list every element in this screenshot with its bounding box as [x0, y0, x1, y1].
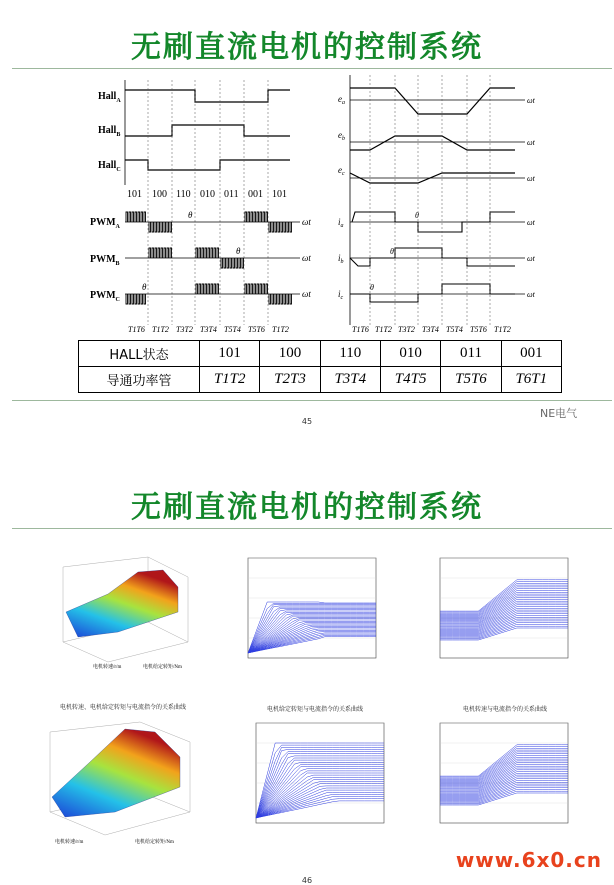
svg-text:T5T4: T5T4	[446, 325, 463, 334]
slide-gap	[0, 440, 614, 452]
site-watermark: www.6x0.cn	[455, 848, 602, 872]
pwm-pulse	[269, 294, 292, 304]
table-cell: T5T6	[441, 367, 501, 393]
svg-text:PWMC: $PWM_C$	[90, 290, 120, 303]
pwm-pulse	[149, 222, 172, 232]
svg-text:T3T2: T3T2	[398, 325, 415, 334]
page-number: 45	[301, 417, 313, 426]
svg-text:T1T6: T1T6	[128, 325, 145, 334]
page-number: 46	[301, 876, 313, 885]
svg-text:ωt: ωt	[302, 289, 311, 299]
svg-text:HallC: Hall$_C$	[98, 160, 121, 173]
table-cell: T6T1	[501, 367, 561, 393]
pwm-pulse	[245, 212, 268, 222]
current-speed-plot-top	[424, 552, 574, 680]
svg-text:ωt: ωt	[527, 218, 535, 227]
svg-text:电机转速/r/m: 电机转速/r/m	[93, 665, 122, 670]
svg-text:ia: $i_a$	[338, 217, 344, 229]
hall-state-row	[127, 189, 287, 200]
table-cell: 011	[441, 341, 501, 367]
svg-text:ωt: ωt	[527, 174, 535, 183]
pwm-pulse	[126, 294, 146, 304]
svg-text:θ: θ	[142, 282, 147, 292]
plot-line	[248, 629, 376, 653]
transistor-pairs-left	[128, 325, 289, 334]
table-row	[79, 367, 562, 393]
pwm-pulse	[126, 212, 146, 222]
surface-plot-top	[38, 552, 198, 672]
plot-line	[440, 747, 568, 778]
table-row	[79, 341, 562, 367]
caption-speed: 电机转速与电流指令的关系曲线	[462, 706, 547, 713]
svg-text:θ: θ	[236, 246, 241, 256]
svg-text:T3T4: T3T4	[422, 325, 439, 334]
svg-text:eb: $e_b$	[338, 130, 345, 142]
svg-text:θ: θ	[188, 210, 193, 220]
svg-text:θ: θ	[390, 247, 394, 256]
svg-text:T1T2: T1T2	[494, 325, 511, 334]
svg-text:ec: $e_c$	[338, 165, 345, 177]
table-cell: 101	[200, 341, 260, 367]
svg-text:ea: $e_a$	[338, 94, 345, 106]
table-header-switch: 导通功率管	[79, 367, 200, 393]
svg-text:001: 001	[248, 189, 263, 200]
svg-text:θ: θ	[370, 283, 374, 292]
svg-text:ib: $i_b$	[338, 253, 344, 265]
plot-line	[440, 793, 568, 805]
current-torque-plot-bottom	[240, 717, 390, 845]
svg-text:T1T2: T1T2	[375, 325, 392, 334]
table-cell: T4T5	[380, 367, 440, 393]
svg-text:HallB: Hall$_B$	[98, 125, 121, 138]
pwm-pulse	[149, 248, 172, 258]
slide-title: 无刷直流电机的控制系统	[131, 490, 483, 525]
svg-text:010: 010	[200, 189, 215, 200]
table-cell: T2T3	[260, 367, 320, 393]
current-torque-plot-top	[232, 552, 382, 680]
svg-text:ωt: ωt	[302, 253, 311, 263]
svg-text:T3T2: T3T2	[176, 325, 193, 334]
brand-watermark: NE电气	[540, 407, 578, 420]
svg-text:ωt: ωt	[527, 138, 535, 147]
svg-text:100: 100	[152, 189, 167, 200]
svg-text:T5T4: T5T4	[224, 325, 241, 334]
table-cell: 001	[501, 341, 561, 367]
svg-text:ωt: ωt	[527, 96, 535, 105]
svg-text:ωt: ωt	[527, 290, 535, 299]
svg-text:PWMB: $PWM_B$	[90, 254, 120, 267]
svg-text:T1T2: T1T2	[272, 325, 289, 334]
table-cell: 010	[380, 341, 440, 367]
caption-torque: 电机给定转矩与电流指令的关系曲线	[266, 706, 363, 713]
title-divider	[12, 528, 612, 529]
slide-title: 无刷直流电机的控制系统	[131, 30, 483, 65]
plot-line	[440, 628, 568, 640]
current-speed-plot-bottom	[424, 717, 574, 845]
svg-text:011: 011	[224, 189, 239, 200]
svg-text:T5T6: T5T6	[248, 325, 265, 334]
emf-labels	[338, 94, 345, 177]
svg-text:ic: $i_c$	[338, 289, 344, 301]
table-cell: T1T2	[200, 367, 260, 393]
svg-text:T1T2: T1T2	[152, 325, 169, 334]
svg-text:T5T6: T5T6	[470, 325, 487, 334]
svg-text:PWMA: $PWM_A$	[90, 217, 120, 230]
pwm-pulse	[196, 248, 219, 258]
svg-text:T1T6: T1T6	[352, 325, 369, 334]
plot-line	[440, 582, 568, 613]
svg-text:电机给定转矩/Nm: 电机给定转矩/Nm	[135, 840, 174, 845]
caption-surface: 电机转速、电机给定转矩与电流指令的关系曲线	[59, 704, 186, 711]
pwm-pulse	[196, 284, 219, 294]
slide-46	[0, 452, 614, 884]
svg-text:ωt: ωt	[302, 217, 311, 227]
table-cell: 100	[260, 341, 320, 367]
svg-text:101: 101	[272, 189, 287, 200]
table-header-hall: HALL状态	[79, 341, 200, 367]
svg-text:ωt: ωt	[527, 254, 535, 263]
svg-text:110: 110	[176, 189, 191, 200]
pwm-pulse	[221, 258, 244, 268]
hall-labels	[98, 91, 121, 173]
svg-text:T3T4: T3T4	[200, 325, 217, 334]
hall-state-table	[78, 340, 562, 393]
svg-text:电机转速/r/m: 电机转速/r/m	[55, 840, 84, 845]
slide-45	[0, 0, 614, 440]
transistor-pairs-right	[352, 325, 511, 334]
current-labels	[338, 217, 344, 301]
pwm-pulse	[269, 222, 292, 232]
svg-text:HallA: Hall$_A$	[98, 91, 121, 104]
svg-text:101: 101	[127, 189, 142, 200]
title-divider	[12, 68, 612, 69]
pwm-pulse	[245, 284, 268, 294]
footer-divider	[12, 400, 612, 401]
svg-text:电机给定转矩/Nm: 电机给定转矩/Nm	[143, 665, 182, 670]
plot-line	[256, 743, 384, 818]
table-cell: 110	[320, 341, 380, 367]
pwm-labels	[90, 217, 121, 303]
surface-plot-bottom	[30, 717, 200, 847]
table-cell: T3T4	[320, 367, 380, 393]
svg-text:θ: θ	[415, 211, 419, 220]
